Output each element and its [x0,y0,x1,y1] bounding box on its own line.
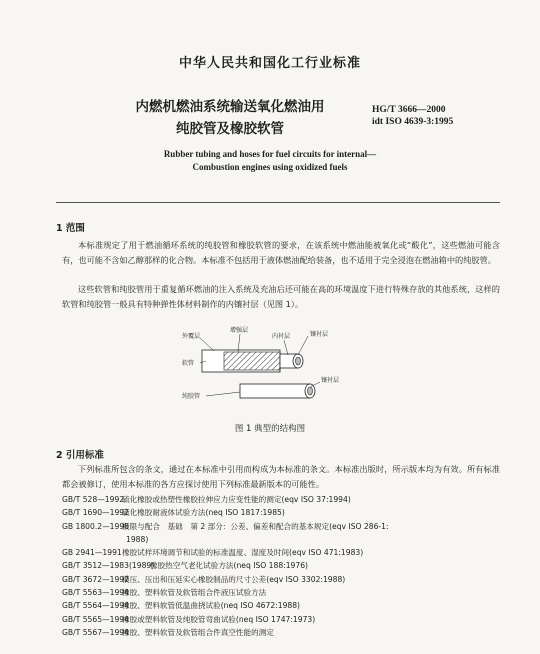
section-1-paragraph-2: 这些软管和纯胶管用于重复循环燃油的注入系统及充油后还可能在高的环境温度下进行特殊存放的其他系统，这样的软管和纯胶管一般具有特种弹性体材料制作的内镶衬层（见图 1）。 [62,284,500,309]
header-divider [56,202,500,203]
reference-item [62,586,512,599]
label-inlay-layer-1: 镶衬层 [310,331,329,338]
reference-code: GB 2941—1991 [62,548,122,558]
reference-item [62,520,512,533]
label-hose: 软管 [182,360,195,367]
reference-text: 橡胶、塑料软管及软管组合件液压试验方法 [122,588,267,598]
section-1-heading: 1 范围 [56,223,85,234]
reference-code: GB 1800.2—1998 [62,521,129,531]
reference-text: 橡胶、塑料软管及软管组合件真空性能的测定 [122,627,274,637]
standard-numbers [372,104,512,128]
tubing-drawing [240,384,315,398]
section-2-heading: 2 引用标准 [56,450,104,461]
reference-text: 硫化橡胶或热塑性橡胶拉伸应力应变性能的测定(eqv ISO 37:1994) [122,495,351,504]
reference-code: GB/T 5564—1994 [62,601,129,611]
standard-category: 中华人民共和国化工行业标准 [178,56,361,71]
reference-text: 橡胶试样环境调节和试验的标准温度、湿度及时间(eqv ISO 471:1983) [122,548,364,558]
reference-code: GB/T 3672—1992 [62,574,129,584]
standard-number: HG/T 3666—2000 [372,105,446,115]
figure-caption: 图 1 典型的结构图 [234,424,306,434]
title-line-2: 纯胶管及橡胶软管 [176,121,284,137]
reference-text: 橡胶或塑料软管及纯胶管弯曲试验(neq ISO 1747:1973) [122,614,316,624]
reference-code: GB/T 5565—1994 [62,614,129,624]
reference-code: GB/T 5567—1994 [62,627,129,637]
label-reinforcement: 增强层 [230,327,249,334]
english-title-line-2: Combustion engines using oxidized fuels [192,162,348,172]
reference-item [62,493,512,506]
section-2-intro: 下列标准所包含的条文，通过在本标准中引用而构成为本标准的条文。本标准出版时，所示版本均为有效。所有标准都会被修订，使用本标准的各方应探讨使用下列标准最新版本的可能性。 [62,464,500,489]
label-inner-layer: 内衬层 [272,333,291,340]
structure-figure [180,326,340,416]
reference-item [62,573,512,586]
label-tubing: 纯胶管 [182,393,201,400]
reference-item [62,599,512,612]
label-outer-layer: 外覆层 [182,333,201,340]
reference-text: 橡胶、塑料软管低温曲挠试验(neq ISO 4672:1988) [122,601,301,611]
english-title [0,148,540,174]
hose-drawing [202,350,303,372]
reference-text: 模压、压出和压延实心橡胶制品的尺寸公差(eqv ISO 3302:1988) [122,574,346,584]
reference-list [62,493,512,639]
english-title-line-1: Rubber tubing and hoses for fuel circuits for internal— [163,149,377,159]
reference-text: 橡胶热空气老化试验方法(neq ISO 188:1976) [150,561,309,571]
reference-item [62,559,512,572]
reference-code: GB/T 528—1992 [62,495,125,504]
reference-item [62,626,512,639]
document-title [100,96,360,140]
reference-text: 硫化橡胶耐液体试验方法(neq ISO 1817:1985) [122,508,285,518]
reference-item [62,546,512,559]
idt-number: idt ISO 4639-3:1995 [372,117,454,127]
title-line-1: 内燃机燃油系统输送氧化燃油用 [135,99,325,115]
reference-item [62,506,512,519]
reference-item [62,613,512,626]
section-1-paragraph-1: 本标准规定了用于燃油循环系统的纯胶管和橡胶软管的要求，在该系统中燃油能被氧化或“酸化”，这些燃油可能含有，也可能不含如乙醇那样的化合物。本标准不包括用于液体燃油配给装备，也不适用于完全浸泡在燃油箱中的纯胶管。 [62,240,500,265]
label-inlay-layer-2: 镶衬层 [321,377,340,384]
reference-code: GB/T 5563—1994 [62,588,129,598]
reference-code: GB/T 3512—1983(1989) [62,561,155,571]
reference-continuation: 1988) [126,534,149,544]
reference-text: 极限与配合 基础 第 2 部分：公差、偏差和配合的基本规定(eqv ISO 286-1: [122,521,389,531]
reference-code: GB/T 1690—1992 [62,508,129,518]
